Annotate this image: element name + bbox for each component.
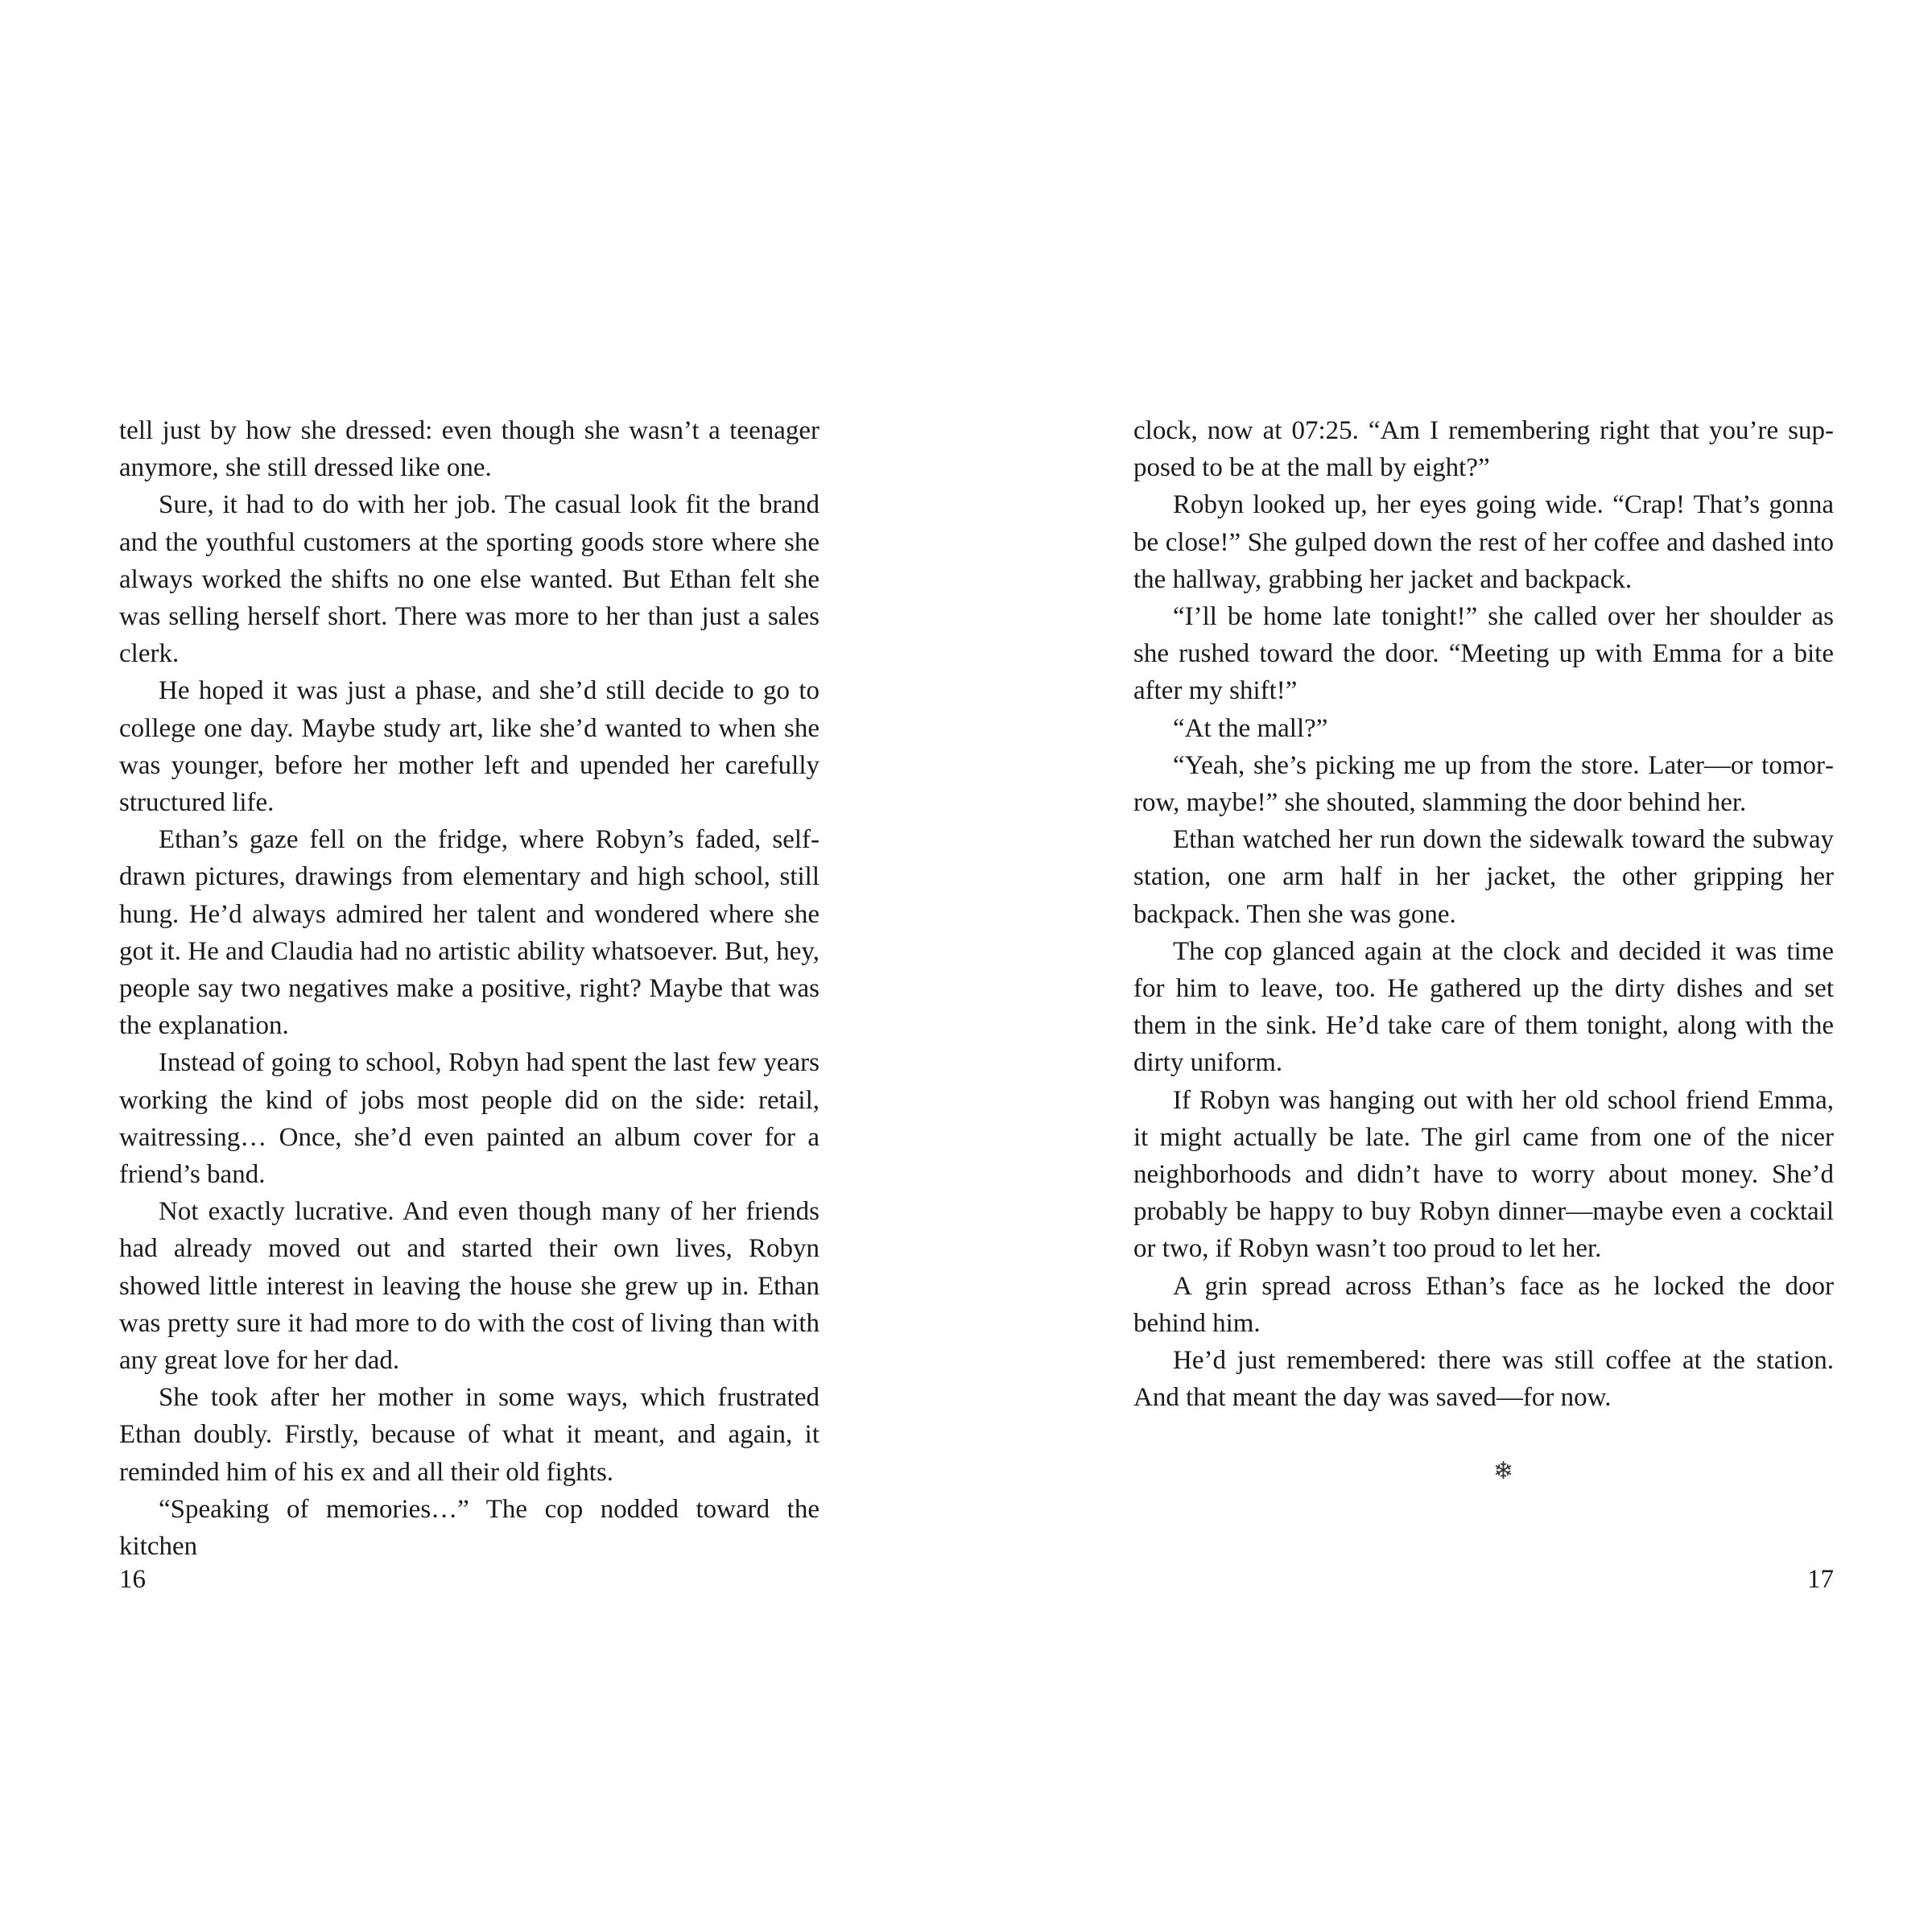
paragraph: “Yeah, she’s picking me up from the store. Later—or tomorrow, maybe!” she shouted, slamming the door behind her. <box>1133 750 1834 818</box>
paragraph: Ethan’s gaze fell on the fridge, where Robyn’s faded, self-drawn pictures, drawings from elementary and high school, still hung. He’d always admired her talent and wondered where she got it. He and Claudia had no artistic ability whatsoever. But, hey, people say two negatives make a positive, right? Maybe that was the explanation. <box>119 825 819 1041</box>
paragraph: She took after her mother in some ways, which frustrated Ethan doubly. Firstly, because of what it meant, and again, it reminded him of his ex and all their old fights. <box>119 1383 819 1487</box>
paragraph: “At the mall?” <box>1173 713 1328 743</box>
paragraph: He’d just remembered: there was still coffee at the station. And that meant the day was saved—for now. <box>1133 1346 1834 1413</box>
paragraph: Robyn looked up, her eyes going wide. “Crap! That’s gonna be close!” She gulped down the rest of her coffee and dashed into the hallway, grabbing her jacket and backpack. <box>1133 490 1834 594</box>
page-number-left: 16 <box>119 1565 146 1594</box>
paragraph: “Speaking of memories…” The cop nodded toward the kitchen <box>119 1494 819 1562</box>
paragraph: Ethan watched her run down the sidewalk toward the subway station, one arm half in her jacket, the other gripping her backpack. Then she was gone. <box>1133 825 1834 929</box>
paragraph: Not exactly lucrative. And even though many of her friends had already moved out and started their own lives, Robyn showed little interest in leaving the house she grew up in. Ethan was pretty sure it had more to do with the cost of living than with any great love for her dad. <box>119 1197 819 1376</box>
paragraph: “I’ll be home late tonight!” she called over her shoulder as she rushed toward the door. “Meeting up with Emma for a bite after my shift!” <box>1133 602 1834 706</box>
paragraph: Sure, it had to do with her job. The casual look fit the brand and the youthful customers at the sporting goods store where she always worked the shifts no one else wanted. But Ethan felt she was selling herself short. There was more to her than just a sales clerk. <box>119 490 819 669</box>
paragraph: The cop glanced again at the clock and decided it was time for him to leave, too. He gathered up the dirty dishes and set them in the sink. He’d take care of them tonight, along with the dirty uniform. <box>1133 936 1834 1078</box>
left-page-text <box>119 412 819 1565</box>
right-page <box>1133 412 1834 1490</box>
right-page-text <box>1133 412 1834 1416</box>
paragraph: clock, now at 07:25. “Am I remembering right that you’re supposed to be at the mall by eight?” <box>1133 416 1834 483</box>
paragraph: He hoped it was just a phase, and she’d still decide to go to college one day. Maybe study art, like she’d wanted to when she was younger, before her mother left and upended her carefully structured life. <box>119 676 819 818</box>
paragraph: Instead of going to school, Robyn had spent the last few years working the kind of jobs most people did on the side: retail, waitressing… Once, she’d even painted an album cover for a friend’s band. <box>119 1048 819 1190</box>
paragraph: If Robyn was hanging out with her old school friend Emma, it might actually be late. The girl came from one of the nicer neighborhoods and didn’t have to worry about money. She’d probably be happy to buy Robyn dinner—maybe even a cocktail or two, if Robyn wasn’t too proud to let her. <box>1133 1085 1834 1264</box>
section-break-ornament-icon: ❄ <box>1492 1457 1514 1486</box>
left-page <box>119 412 819 1565</box>
paragraph: A grin spread across Ethan’s face as he locked the door behind him. <box>1133 1271 1834 1338</box>
paragraph: tell just by how she dressed: even though she wasn’t a teenager anymore, she still dressed like one. <box>119 416 819 483</box>
page-number-right: 17 <box>1807 1565 1834 1594</box>
